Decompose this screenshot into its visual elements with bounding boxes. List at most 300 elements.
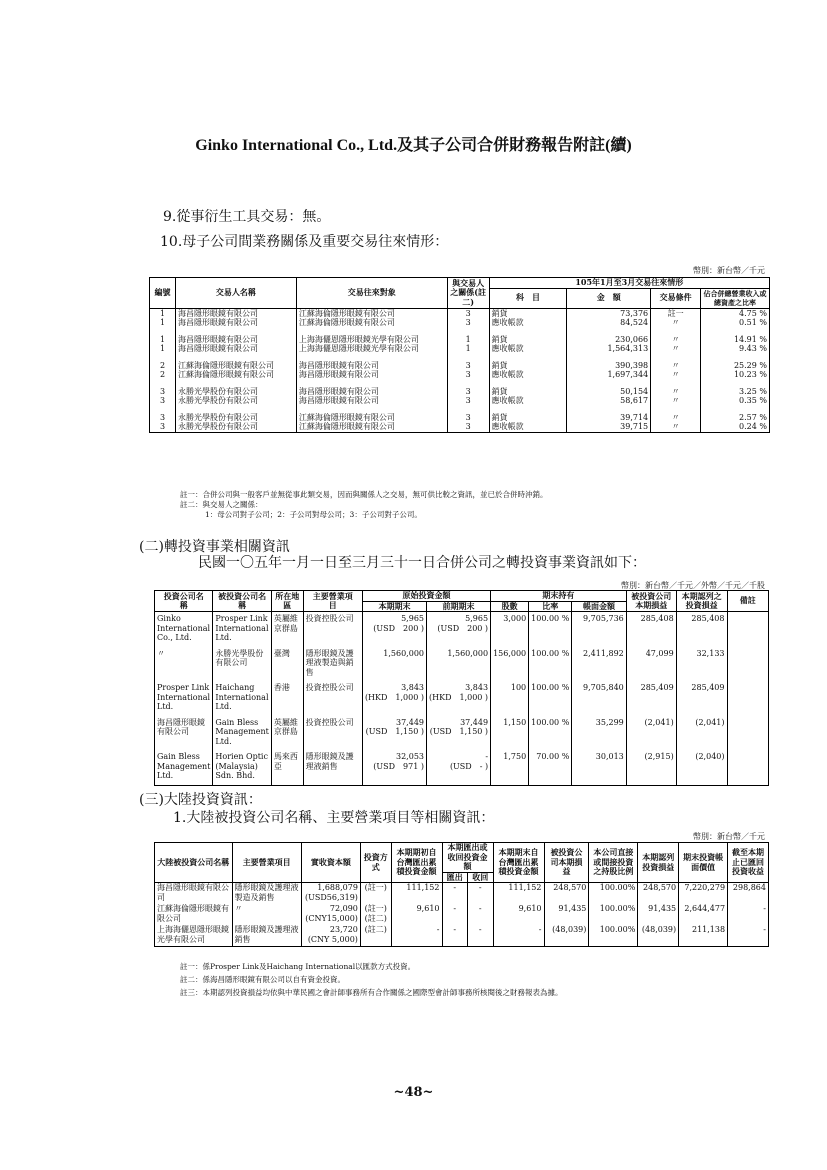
cell-item: 應收帳款 — [489, 370, 567, 380]
cell-book-value: 35,299 — [572, 716, 626, 751]
cell-trader: 永勝光學股份有限公司 — [175, 396, 296, 406]
table3-note-3: 註三：本期認列投資損益均依與中華民國之會計師事務所有合作關係之國際型會計師事務所核閱後之財務報表為據。 — [180, 988, 563, 997]
cell-book-value-line: 7,220,279 — [684, 883, 726, 892]
cell-no: 3 — [150, 422, 176, 432]
cell-terms: 註一 — [651, 308, 701, 318]
cell-ratio: 3.25 % — [701, 387, 770, 397]
cell-investee: Haichang International Ltd. — [213, 681, 271, 716]
header-investee-pl: 被投資公司本期損益 — [626, 591, 676, 612]
cell-business: 隱形眼鏡及護理液銷售 — [303, 750, 362, 785]
cell-repatriated-line: 298,864 — [732, 883, 766, 892]
header-shares: 股數 — [491, 601, 529, 612]
header-outward: 匯出 — [442, 872, 468, 883]
cell-relationship: 3 — [447, 422, 489, 432]
cell-investee: Prosper Link International Ltd. — [213, 612, 271, 647]
cell-no: 1 — [150, 344, 176, 354]
header-begin-amount: 本期期初自台灣匯出累積投資金額 — [391, 843, 442, 883]
cell-percent: 100.00 % — [529, 612, 572, 647]
cell-no: 1 — [150, 318, 176, 328]
header-paid-in-capital: 實收資本額 — [301, 843, 360, 883]
cell-terms: 〃 — [651, 318, 701, 328]
cell-terms: 〃 — [651, 335, 701, 345]
cell-relationship: 3 — [447, 318, 489, 328]
table-row — [155, 904, 769, 925]
cell-company-line: 海昌隱形眼鏡有限公司 — [157, 883, 229, 902]
cell-investee-pl: (2,041) — [626, 716, 676, 751]
row-gap — [150, 380, 770, 387]
section-2-heading: (二)轉投資事業相關資訊 — [139, 539, 290, 555]
cell-orig-prev — [427, 681, 491, 716]
cell-orig-prev-line: (HKD 1,000 ) — [429, 692, 489, 702]
cell-remark — [727, 716, 769, 751]
cell-ratio: 14.91 % — [701, 335, 770, 345]
cell-terms: 〃 — [651, 422, 701, 432]
header-book-value: 期末投資帳面價值 — [679, 843, 728, 883]
cell-business — [232, 925, 301, 947]
cell-amount: 1,697,344 — [567, 370, 651, 380]
cell-end-line: - — [538, 925, 542, 934]
cell-book-value: 9,705,736 — [572, 612, 626, 647]
cell-orig-prev — [427, 647, 491, 682]
unit-label-3: 幣別：新台幣／千元 — [693, 832, 765, 841]
cell-investee-pl-line: 91,435 — [558, 904, 587, 913]
cell-remark — [727, 612, 769, 647]
header-investee: 被投資公司名 稱 — [213, 591, 271, 612]
header-main-business: 主要營業項目 — [232, 843, 301, 883]
cell-trader: 江蘇海倫隱形眼鏡有限公司 — [175, 361, 296, 371]
unit-label-2: 幣別：新台幣／千元／外幣／千元／千股 — [621, 581, 765, 590]
cell-item: 應收帳款 — [489, 318, 567, 328]
cell-ratio: 0.24 % — [701, 422, 770, 432]
cell-relationship: 3 — [447, 370, 489, 380]
cell-recognized-pl — [638, 904, 679, 925]
cell-item: 應收帳款 — [489, 344, 567, 354]
cell-recognized-pl: 32,133 — [676, 647, 727, 682]
header-book-value: 帳面金額 — [572, 601, 626, 612]
cell-investee-pl: 285,409 — [626, 681, 676, 716]
header-amount: 金 額 — [567, 288, 651, 308]
cell-relationship: 3 — [447, 396, 489, 406]
cell-method — [360, 925, 391, 947]
cell-company — [155, 904, 233, 925]
cell-orig-end-line: 1,560,000 — [383, 648, 424, 658]
cell-counterparty: 江蘇海倫隱形眼鏡有限公司 — [296, 413, 447, 423]
header-remark: 備註 — [727, 591, 769, 612]
cell-orig-end-line: 32,053 — [396, 752, 424, 761]
cell-inward — [468, 925, 494, 947]
cell-counterparty: 海昌隱形眼鏡有限公司 — [296, 370, 447, 380]
cell-end — [493, 904, 544, 925]
cell-investee-pl-line: (48,039) — [552, 925, 587, 934]
cell-repatriated-line: - — [763, 925, 766, 934]
cell-orig-prev — [427, 612, 491, 647]
cell-counterparty: 海昌隱形眼鏡有限公司 — [296, 387, 447, 397]
cell-repatriated — [728, 904, 769, 925]
cell-investor: Prosper Link International Ltd. — [155, 681, 213, 716]
cell-end — [493, 925, 544, 947]
cell-terms: 〃 — [651, 370, 701, 380]
cell-trader: 海昌隱形眼鏡有限公司 — [175, 344, 296, 354]
cell-investee-pl — [544, 925, 589, 947]
unit-label-1: 幣別：新台幣／千元 — [693, 266, 765, 275]
cell-counterparty: 江蘇海倫隱形眼鏡有限公司 — [296, 318, 447, 328]
table-row — [155, 925, 769, 947]
cell-counterparty: 江蘇海倫隱形眼鏡有限公司 — [296, 308, 447, 318]
table-row — [150, 422, 770, 432]
cell-investor: Gain Bless Management Ltd. — [155, 750, 213, 785]
intercompany-transactions-table — [149, 277, 770, 433]
header-inward: 收回 — [468, 872, 494, 883]
cell-no: 3 — [150, 396, 176, 406]
header-flow: 本期匯出或收回投資金額 — [442, 843, 493, 873]
cell-relationship: 3 — [447, 361, 489, 371]
cell-method-line: (註一) — [364, 883, 387, 892]
cell-capital-line: (CNY 5,000) — [307, 934, 358, 944]
cell-remark — [727, 681, 769, 716]
cell-investee-pl: 47,099 — [626, 647, 676, 682]
page-number: ~48~ — [393, 1085, 434, 1100]
cell-percent: 100.00 % — [529, 681, 572, 716]
table-row — [155, 750, 769, 785]
cell-amount: 230,066 — [567, 335, 651, 345]
item-9-derivatives: 9.從事衍生工具交易：無。 — [163, 209, 331, 225]
cell-orig-prev-line: 3,843 — [465, 683, 489, 692]
cell-outward-line: - — [453, 925, 457, 934]
header-percent: 比率 — [529, 601, 572, 612]
cell-item: 銷貨 — [489, 387, 567, 397]
cell-orig-end — [362, 681, 426, 716]
cell-recognized-pl: 285,409 — [676, 681, 727, 716]
cell-recognized-pl: (2,041) — [676, 716, 727, 751]
cell-ratio: 10.23 % — [701, 370, 770, 380]
cell-outward-line: - — [453, 904, 457, 913]
table-row — [150, 396, 770, 406]
cell-repatriated-line: - — [763, 904, 766, 913]
cell-orig-prev-line: (USD 200 ) — [437, 623, 489, 633]
cell-trader: 永勝光學股份有限公司 — [175, 413, 296, 423]
cell-relationship: 1 — [447, 335, 489, 345]
cell-amount: 58,617 — [567, 396, 651, 406]
cell-terms: 〃 — [651, 344, 701, 354]
header-original-investment: 原始投資金額 — [362, 591, 490, 602]
cell-outward-line: - — [453, 883, 457, 892]
cell-book-value — [679, 925, 728, 947]
cell-recognized-pl: 285,408 — [676, 612, 727, 647]
table-row — [150, 413, 770, 423]
cell-location: 臺灣 — [271, 647, 303, 682]
cell-location: 馬來西亞 — [271, 750, 303, 785]
cell-business — [232, 883, 301, 905]
header-investee-pl: 被投資公司本期損益 — [544, 843, 589, 883]
cell-orig-prev-line: (USD 1,150 ) — [429, 727, 489, 736]
header-ratio: 佔合併總營業收入或總資產之比率 — [701, 288, 770, 308]
cell-investee-pl — [544, 883, 589, 905]
cell-repatriated — [728, 925, 769, 947]
row-gap — [150, 328, 770, 335]
cell-capital — [301, 883, 360, 905]
section-3-heading: (三)大陸投資資訊： — [139, 792, 262, 808]
cell-business-line: 隱形眼鏡及護理液銷售 — [234, 925, 299, 944]
cell-orig-end-line: (HKD 1,000 ) — [364, 692, 424, 702]
cell-relationship: 3 — [447, 413, 489, 423]
cell-item: 銷貨 — [489, 361, 567, 371]
cell-begin-line: - — [436, 925, 440, 934]
cell-no: 1 — [150, 335, 176, 345]
cell-trader: 海昌隱形眼鏡有限公司 — [175, 335, 296, 345]
cell-capital — [301, 925, 360, 947]
cell-orig-end — [362, 716, 426, 751]
cell-orig-end — [362, 647, 426, 682]
cell-capital-line: 72,090 — [329, 904, 358, 913]
cell-company — [155, 925, 233, 947]
cell-investor: 海昌隱形眼鏡有限公司 — [155, 716, 213, 751]
cell-location: 英屬維京群島 — [271, 612, 303, 647]
header-terms: 交易條件 — [651, 288, 701, 308]
cell-business: 投資控股公司 — [303, 612, 362, 647]
cell-investor: 〃 — [155, 647, 213, 682]
cell-no: 3 — [150, 413, 176, 423]
header-recognized-pl: 本期認列之投資損益 — [676, 591, 727, 612]
cell-ownership — [589, 883, 638, 905]
cell-orig-prev-line: - — [485, 752, 489, 761]
cell-shares: 156,000 — [491, 647, 529, 682]
table-row — [155, 647, 769, 682]
cell-capital-line: 1,688,079 — [317, 883, 358, 892]
cell-book-value: 2,411,892 — [572, 647, 626, 682]
cell-investee-pl — [544, 904, 589, 925]
table1-note-3: 1：母公司對子公司；2：子公司對母公司；3：子公司對子公司。 — [205, 510, 422, 519]
cell-orig-prev-line: 5,965 — [465, 614, 489, 623]
cell-orig-end-line: 3,843 — [401, 683, 424, 692]
cell-orig-end — [362, 750, 426, 785]
header-relationship: 與交易人之關係(註二) — [447, 278, 489, 309]
cell-orig-end-line: (USD 1,150 ) — [365, 727, 424, 736]
cell-terms: 〃 — [651, 387, 701, 397]
header-no: 編號 — [150, 278, 176, 309]
cell-ownership-line: 100.00% — [599, 925, 636, 934]
page-title: Ginko International Co., Ltd.及其子公司合併財務報告附註(續) — [195, 137, 632, 154]
cell-recognized-pl-line: 91,435 — [648, 904, 677, 913]
header-method: 投資方式 — [360, 843, 391, 883]
cell-begin — [391, 904, 442, 925]
cell-terms: 〃 — [651, 361, 701, 371]
cell-business: 投資控股公司 — [303, 681, 362, 716]
header-business: 主要營業項 目 — [303, 591, 362, 612]
cell-orig-end-line: (USD 200 ) — [373, 623, 424, 633]
cell-end-line: 111,152 — [508, 883, 542, 892]
cell-book-value: 30,013 — [572, 750, 626, 785]
cell-investee: Gain Bless Management Ltd. — [213, 716, 271, 751]
cell-inward — [468, 883, 494, 905]
cell-terms: 〃 — [651, 413, 701, 423]
cell-investee: Horien Optic (Malaysia) Sdn. Bhd. — [213, 750, 271, 785]
table-row — [155, 681, 769, 716]
cell-ratio: 0.51 % — [701, 318, 770, 328]
header-item: 科 目 — [489, 288, 567, 308]
header-period: 105年1月至3月交易往來情形 — [489, 278, 769, 289]
table-row — [155, 883, 769, 905]
cell-ratio: 4.75 % — [701, 308, 770, 318]
cell-no: 2 — [150, 361, 176, 371]
cell-orig-prev — [427, 750, 491, 785]
row-gap — [150, 406, 770, 413]
row-gap — [150, 354, 770, 361]
cell-outward — [442, 883, 468, 905]
cell-end-line: 9,610 — [518, 904, 542, 913]
cell-inward — [468, 904, 494, 925]
cell-outward — [442, 925, 468, 947]
cell-counterparty: 上海海儷恩隱形眼鏡光學有限公司 — [296, 344, 447, 354]
cell-trader: 永勝光學股份有限公司 — [175, 422, 296, 432]
cell-investee-pl: (2,915) — [626, 750, 676, 785]
cell-recognized-pl — [638, 925, 679, 947]
cell-method — [360, 883, 391, 905]
cell-amount: 1,564,313 — [567, 344, 651, 354]
header-location: 所在地區 — [271, 591, 303, 612]
cell-capital-line: (CNY15,000) — [305, 913, 358, 923]
header-recognized-pl: 本期認列投資損益 — [638, 843, 679, 883]
cell-orig-prev — [427, 716, 491, 751]
cell-ownership-line: 100.00% — [599, 883, 636, 892]
cell-recognized-pl — [638, 883, 679, 905]
cell-book-value — [679, 883, 728, 905]
table3-note-1: 註一：係Prosper Link及Haichang International以匯款方式投資。 — [180, 962, 416, 971]
header-holding: 期末持有 — [491, 591, 627, 602]
cell-percent: 100.00 % — [529, 647, 572, 682]
cell-counterparty: 海昌隱形眼鏡有限公司 — [296, 396, 447, 406]
table-row — [150, 361, 770, 371]
cell-amount: 84,524 — [567, 318, 651, 328]
cell-item: 應收帳款 — [489, 396, 567, 406]
cell-book-value-line: 211,138 — [691, 925, 726, 934]
cell-inward-line: - — [478, 883, 482, 892]
cell-remark — [727, 647, 769, 682]
cell-amount: 39,715 — [567, 422, 651, 432]
table-row — [155, 612, 769, 647]
cell-item: 銷貨 — [489, 308, 567, 318]
table1-note-1: 註一：合併公司與一般客戶並無從事此類交易，因而與關係人之交易，無可供比較之資訊，並已於合併時沖銷。 — [180, 490, 548, 499]
cell-begin-line: 111,152 — [406, 883, 440, 892]
investee-info-table — [154, 590, 769, 786]
cell-location: 香港 — [271, 681, 303, 716]
cell-recognized-pl: (2,040) — [676, 750, 727, 785]
table-row — [150, 344, 770, 354]
cell-shares: 100 — [491, 681, 529, 716]
cell-item: 銷貨 — [489, 335, 567, 345]
cell-book-value — [679, 904, 728, 925]
cell-outward — [442, 904, 468, 925]
cell-no: 2 — [150, 370, 176, 380]
table-row — [150, 318, 770, 328]
cell-remark — [727, 750, 769, 785]
cell-ownership — [589, 925, 638, 947]
header-orig-end: 本期期末 — [362, 601, 426, 612]
cell-ownership-line: 100.00% — [599, 904, 636, 913]
cell-business: 隱形眼鏡及護理液製造與銷售 — [303, 647, 362, 682]
cell-percent: 70.00 % — [529, 750, 572, 785]
cell-item: 應收帳款 — [489, 422, 567, 432]
cell-repatriated — [728, 883, 769, 905]
table-row — [150, 308, 770, 318]
cell-ratio: 25.29 % — [701, 361, 770, 371]
header-orig-prev: 前期期末 — [427, 601, 491, 612]
cell-ratio: 2.57 % — [701, 413, 770, 423]
cell-begin-line: 9,610 — [416, 904, 440, 913]
section-3-subheading: 1.大陸被投資公司名稱、主要營業項目等相關資訊： — [173, 810, 495, 826]
cell-begin — [391, 883, 442, 905]
cell-no: 3 — [150, 387, 176, 397]
cell-book-value: 9,705,840 — [572, 681, 626, 716]
cell-method-line: (註二) — [364, 925, 387, 934]
header-repatriated: 截至本期止已匯回投資收益 — [728, 843, 769, 883]
header-mainland-company: 大陸被投資公司名稱 — [155, 843, 233, 883]
cell-inward-line: - — [478, 904, 482, 913]
cell-counterparty: 上海海儷恩隱形眼鏡光學有限公司 — [296, 335, 447, 345]
item-10-heading: 10.母子公司間業務關係及重要交易往來情形： — [160, 234, 449, 250]
cell-investee: 永勝光學股份有限公司 — [213, 647, 271, 682]
cell-orig-prev-line: 37,449 — [460, 717, 489, 727]
cell-orig-end-line: (USD 971 ) — [373, 761, 424, 771]
cell-investee-pl-line: 248,570 — [553, 883, 587, 892]
cell-company-line: 上海海儷恩隱形眼鏡光學有限公司 — [157, 925, 229, 944]
cell-item: 銷貨 — [489, 413, 567, 423]
cell-amount: 73,376 — [567, 308, 651, 318]
cell-business — [232, 904, 301, 925]
header-investor: 投資公司名 稱 — [155, 591, 213, 612]
cell-trader: 永勝光學股份有限公司 — [175, 387, 296, 397]
cell-ratio: 9.43 % — [701, 344, 770, 354]
cell-inward-line: - — [478, 925, 482, 934]
cell-orig-end-line: 37,449 — [396, 717, 424, 727]
cell-book-value-line: 2,644,477 — [684, 904, 726, 913]
cell-business-line: 〃 — [234, 904, 243, 913]
table3-note-2: 註二：係海昌隱形眼鏡有限公司以自有資金投資。 — [180, 975, 345, 984]
cell-relationship: 1 — [447, 344, 489, 354]
mainland-investment-table — [154, 842, 769, 947]
cell-capital-line: (USD56,319) — [305, 892, 358, 902]
table-row — [150, 370, 770, 380]
header-counterparty: 交易往來對象 — [296, 278, 447, 309]
table1-note-2: 註二：與交易人之關係： — [180, 500, 263, 509]
cell-investee-pl: 285,408 — [626, 612, 676, 647]
cell-begin — [391, 925, 442, 947]
cell-counterparty: 江蘇海倫隱形眼鏡有限公司 — [296, 422, 447, 432]
cell-business-line: 隱形眼鏡及護理液製造及銷售 — [234, 883, 299, 902]
cell-method-line: (註二) — [364, 913, 387, 923]
cell-percent: 100.00 % — [529, 716, 572, 751]
cell-company-line: 江蘇海倫隱形眼鏡有限公司 — [157, 904, 229, 923]
cell-trader: 海昌隱形眼鏡有限公司 — [175, 318, 296, 328]
cell-orig-prev-line: 1,560,000 — [447, 648, 489, 658]
cell-orig-prev-line: (USD - ) — [449, 761, 489, 771]
cell-recognized-pl-line: 248,570 — [643, 883, 677, 892]
cell-relationship: 3 — [447, 387, 489, 397]
cell-orig-end-line: 5,965 — [401, 614, 424, 623]
cell-shares: 3,000 — [491, 612, 529, 647]
cell-company — [155, 883, 233, 905]
cell-method-line: (註一) — [364, 904, 387, 913]
cell-investor: Ginko International Co., Ltd. — [155, 612, 213, 647]
table-row — [150, 387, 770, 397]
section-2-subheading: 民國一〇五年一月一日至三月三十一日合併公司之轉投資事業資訊如下： — [198, 555, 646, 571]
cell-end — [493, 883, 544, 905]
cell-no: 1 — [150, 308, 176, 318]
cell-amount: 50,154 — [567, 387, 651, 397]
cell-terms: 〃 — [651, 396, 701, 406]
cell-shares: 1,750 — [491, 750, 529, 785]
cell-shares: 1,150 — [491, 716, 529, 751]
cell-ownership — [589, 904, 638, 925]
